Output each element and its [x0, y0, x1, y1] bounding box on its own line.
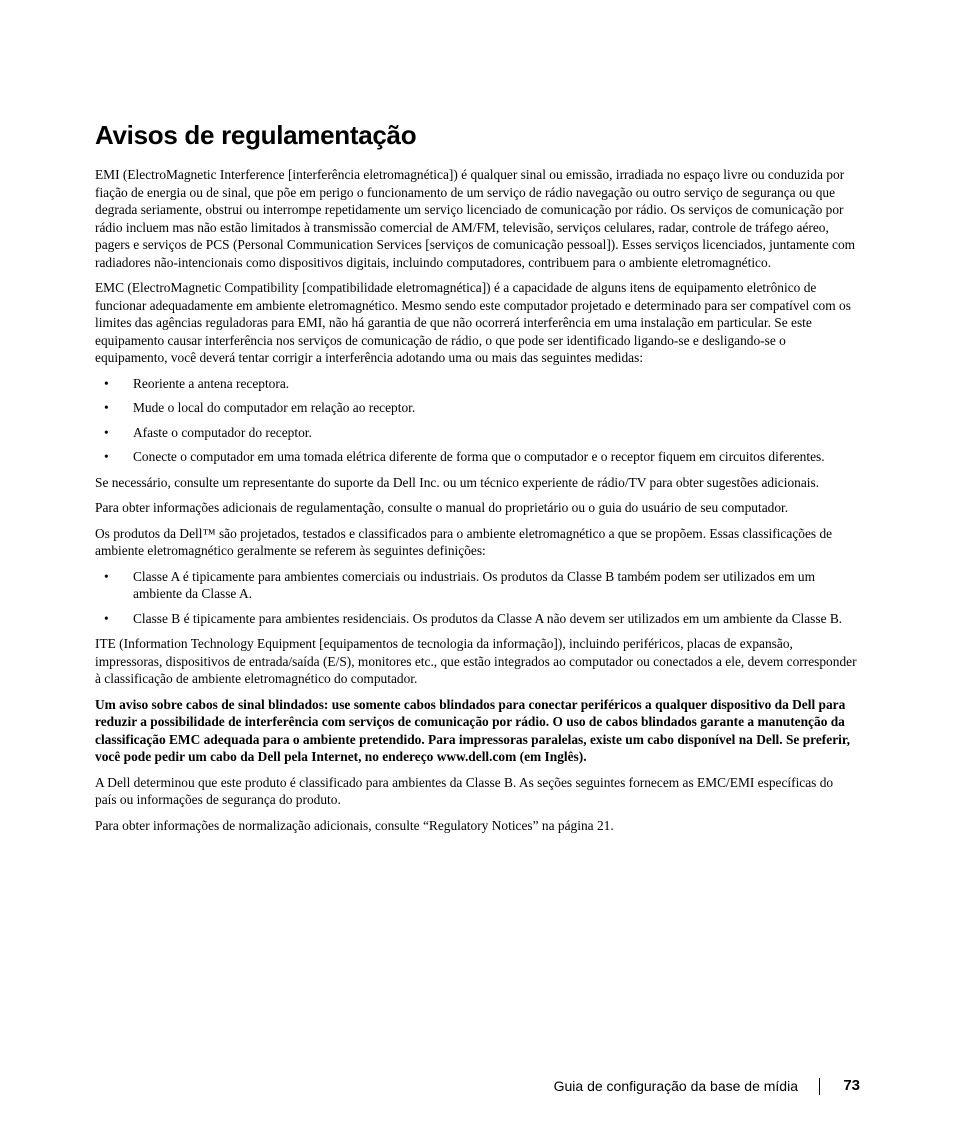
footer-title: Guia de configuração da base de mídia — [553, 1078, 798, 1094]
paragraph-more-info: Para obter informações adicionais de regulamentação, consulte o manual do proprietário ou o guia do usuário de seu computador. — [95, 500, 789, 515]
bullet-icon: • — [104, 400, 109, 415]
page-content — [95, 118, 857, 842]
bullet-icon: • — [104, 610, 109, 626]
bullet-icon: • — [104, 375, 109, 391]
classes-list — [95, 568, 857, 628]
paragraph-shielded-cables: Um aviso sobre cabos de sinal blindados: use somente cabos blindados para conectar periféricos a qualquer dispositivo da Dell para reduzir a possibilidade de interferência com serviços de comunicação por rádio. O uso de cabos blindados garante a manutenção da classificação EMC adequada para o ambiente pretendido. Para impressoras paralelas, existe um cabo disponível na Dell. Se preferir, você pode pedir um cabo da Dell pela Internet, no endereço www.dell.com (em Inglês). — [95, 696, 850, 764]
list-item-text: Mude o local do computador em relação ao receptor. — [133, 400, 416, 415]
paragraph-emc: EMC (ElectroMagnetic Compatibility [compatibilidade eletromagnética]) é a capacidade de alguns itens de equipamento eletrônico de funcionar adequadamente em ambiente eletromagnético. Mesmo sendo este computador projetado e determinado para ser compatível com os limites das agências reguladoras para EMI, não há garantia de que não ocorrerá interferência em uma instalação em particular. Se este equipamento causar interferência nos serviços de comunicação de rádio, o que pode ser identificado ligando-se e desligando-se o equipamento, você deverá tentar corrigir a interferência adotando uma ou mais das seguintes medidas: — [95, 280, 851, 365]
list-item — [95, 610, 857, 628]
paragraph-normalization: Para obter informações de normalização adicionais, consulte “Regulatory Notices” na página 21. — [95, 817, 614, 833]
paragraph-consult-support: Se necessário, consulte um representante do suporte da Dell Inc. ou um técnico experiente de rádio/TV para obter sugestões adicionais. — [95, 474, 820, 490]
measures-list — [95, 375, 857, 466]
page-footer — [0, 1076, 860, 1096]
list-item — [95, 424, 857, 442]
list-item — [95, 448, 857, 466]
paragraph-class-b: A Dell determinou que este produto é classificado para ambientes da Classe B. As seções seguintes fornecem as EMC/EMI específicas do país ou informações de segurança do produto. — [95, 774, 834, 807]
list-item-text: Reoriente a antena receptora. — [133, 375, 290, 391]
bullet-icon: • — [104, 424, 109, 440]
bullet-icon: • — [104, 449, 109, 464]
page-title: Avisos de regulamentação — [95, 120, 417, 150]
bullet-icon: • — [104, 568, 109, 584]
list-item — [95, 399, 857, 417]
list-item — [95, 375, 857, 393]
paragraph-emi: EMI (ElectroMagnetic Interference [interferência eletromagnética]) é qualquer sinal ou emissão, irradiada no espaço livre ou conduzida por fiação de energia ou de sinal, que põe em perigo o funcionamento de um serviço de rádio navegação ou outro serviço de segurança ou que degrada seriamente, obstrui ou interrompe repetidamente um serviço licenciado de comunicação por rádio. Os serviços de comunicação por rádio incluem mas não estão limitados à transmissão comercial de AM/FM, televisão, serviços celulares, radar, controle de tráfego aéreo, pagers e serviços de PCS (Personal Communication Services [serviços de comunicação pessoal]). Esses serviços licenciados, juntamente com radiadores não-intencionais como dispositivos digitais, incluindo computadores, contribuem para o ambiente eletromagnético. — [95, 167, 856, 270]
list-item-text: Afaste o computador do receptor. — [133, 424, 312, 440]
list-item-text: Conecte o computador em uma tomada elétrica diferente de forma que o computador e o receptor fiquem em circuitos diferentes. — [133, 449, 825, 464]
list-item-text: Classe B é tipicamente para ambientes residenciais. Os produtos da Classe A não devem ser utilizados em um ambiente da Classe B. — [133, 610, 843, 626]
list-item-text: Classe A é tipicamente para ambientes comerciais ou industriais. Os produtos da Classe B também podem ser utilizados em um ambiente da Classe A. — [133, 568, 816, 601]
list-item — [95, 568, 857, 603]
footer-divider — [819, 1078, 820, 1095]
page-number: 73 — [843, 1077, 860, 1094]
paragraph-ite: ITE (Information Technology Equipment [equipamentos de tecnologia da informação]), incluindo periféricos, placas de expansão, impressoras, dispositivos de entrada/saída (E/S), monitores etc., que estão integrados ao computador ou conectados a ele, devem corresponder à classificação de ambiente eletromagnético do computador. — [95, 636, 857, 686]
paragraph-dell-products: Os produtos da Dell™ são projetados, testados e classificados para o ambiente eletromagnético a que se propõem. Essas classificações de ambiente eletromagnético geralmente se referem às seguintes definições: — [95, 525, 833, 558]
